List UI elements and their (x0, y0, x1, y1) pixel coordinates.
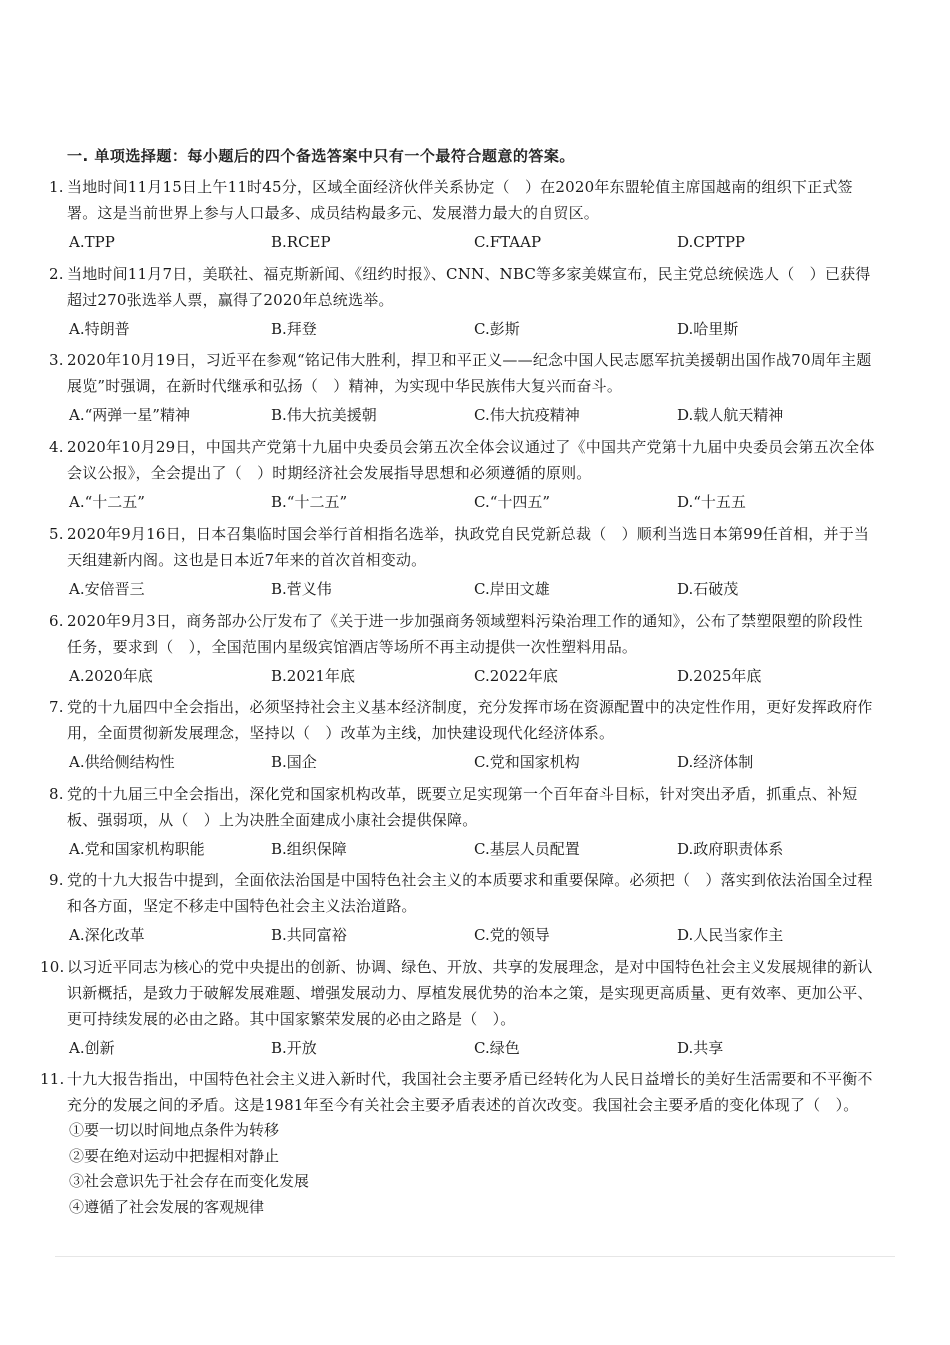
question-5 (0, 521, 950, 601)
question-4 (0, 434, 950, 514)
option-c[interactable]: C.岸田文雄 (474, 580, 550, 598)
option-c[interactable]: C.党和国家机构 (474, 753, 580, 771)
question-number: 2. (49, 265, 64, 283)
option-b[interactable]: B.RCEP (271, 233, 331, 251)
option-c[interactable]: C.基层人员配置 (474, 840, 580, 858)
option-c[interactable]: C.FTAAP (474, 233, 542, 251)
question-11 (0, 1066, 950, 1220)
option-a[interactable]: A.创新 (69, 1039, 115, 1057)
question-text: 党的十九届三中全会指出，深化党和国家机构改革，既要立足实现第一个百年奋斗目标，针对突出矛盾，抓重点、补短板、强弱项，从（ ）上为决胜全面建成小康社会提供保障。 (67, 785, 858, 829)
question-3 (0, 347, 950, 427)
question-number: 8. (49, 785, 64, 803)
question-number: 6. (49, 612, 64, 630)
question-number: 3. (49, 351, 64, 369)
option-d[interactable]: D.“十五五 (677, 493, 746, 511)
options-row (0, 577, 950, 601)
option-b[interactable]: B.共同富裕 (271, 926, 347, 944)
question-number: 10. (40, 958, 65, 976)
question-2 (0, 261, 950, 341)
option-b[interactable]: B.拜登 (271, 320, 317, 338)
question-8 (0, 781, 950, 861)
option-b[interactable]: B.“十二五” (271, 493, 348, 511)
question-10 (0, 954, 950, 1060)
options-row (0, 230, 950, 254)
option-c[interactable]: C.绿色 (474, 1039, 520, 1057)
option-d[interactable]: D.载人航天精神 (677, 406, 784, 424)
question-text: 党的十九届四中全会指出，必须坚持社会主义基本经济制度，充分发挥市场在资源配置中的决定性作用，更好发挥政府作用，全面贯彻新发展理念，坚持以（ ）改革为主线，加快建设现代化经济体系。 (67, 698, 873, 742)
option-c[interactable]: C.2022年底 (474, 667, 558, 685)
option-b[interactable]: B.伟大抗美援朝 (271, 406, 377, 424)
option-c[interactable]: C.彭斯 (474, 320, 520, 338)
question-9 (0, 867, 950, 947)
option-a[interactable]: A.“十二五” (69, 493, 145, 511)
question-number: 11. (40, 1070, 65, 1088)
options-row (0, 403, 950, 427)
option-d[interactable]: D.2025年底 (677, 667, 762, 685)
question-6 (0, 608, 950, 688)
option-d[interactable]: D.哈里斯 (677, 320, 739, 338)
question-text: 当地时间11月15日上午11时45分，区域全面经济伙伴关系协定（ ）在2020年东盟轮值主席国越南的组织下正式签署。这是当前世界上参与人口最多、成员结构最多元、发展潜力最大的自贸区。 (67, 178, 853, 222)
options-row (0, 490, 950, 514)
option-b[interactable]: B.开放 (271, 1039, 317, 1057)
option-a[interactable]: A.供给侧结构性 (69, 753, 175, 771)
statement-3: ③社会意识先于社会存在而变化发展 (69, 1172, 310, 1190)
option-b[interactable]: B.菅义伟 (271, 580, 332, 598)
option-a[interactable]: A.“两弹一星”精神 (69, 406, 190, 424)
option-d[interactable]: D.人民当家作主 (677, 926, 784, 944)
section-title: 一. 单项选择题：每小题后的四个备选答案中只有一个最符合题意的答案。 (67, 147, 575, 165)
options-row (0, 750, 950, 774)
question-number: 5. (49, 525, 64, 543)
question-text: 2020年9月16日，日本召集临时国会举行首相指名选举，执政党自民党新总裁（ ）顺利当选日本第99任首相，并于当天组建新内阁。这也是日本近7年来的首次首相变动。 (67, 525, 870, 569)
statement-4: ④遵循了社会发展的客观规律 (69, 1197, 265, 1216)
statement-2: ②要在绝对运动中把握相对静止 (69, 1146, 280, 1165)
option-a[interactable]: A.TPP (69, 233, 115, 251)
option-d[interactable]: D.政府职责体系 (677, 840, 784, 858)
option-a[interactable]: A.党和国家机构职能 (69, 840, 205, 858)
question-number: 9. (49, 871, 64, 889)
option-d[interactable]: D.CPTPP (677, 233, 746, 251)
options-row (0, 664, 950, 688)
option-c[interactable]: C.“十四五” (474, 493, 551, 511)
option-c[interactable]: C.伟大抗疫精神 (474, 406, 580, 424)
question-number: 7. (49, 698, 64, 716)
question-text: 以习近平同志为核心的党中央提出的创新、协调、绿色、开放、共享的发展理念，是对中国特色社会主义发展规律的新认识新概括，是致力于破解发展难题、增强发展动力、厚植发展优势的治本之策，是实现更高质量、更有效率、更加公平、更可持续发展的必由之路。其中国家繁荣发展的必由之路是（ ）。 (67, 958, 873, 1028)
question-1 (0, 174, 950, 254)
option-b[interactable]: B.2021年底 (271, 667, 355, 685)
options-row (0, 317, 950, 341)
options-row (0, 923, 950, 947)
options-row (0, 837, 950, 861)
question-text: 当地时间11月7日，美联社、福克斯新闻、《纽约时报》、CNN、NBC等多家美媒宣布，民主党总统候选人（ ）已获得超过270张选举人票，赢得了2020年总统选举。 (67, 265, 871, 309)
option-d[interactable]: D.石破茂 (677, 580, 739, 598)
question-7 (0, 694, 950, 774)
question-number: 1. (49, 178, 64, 196)
page-divider (55, 1256, 895, 1257)
question-text: 2020年10月19日，习近平在参观“铭记伟大胜利，捍卫和平正义——纪念中国人民志愿军抗美援朝出国作战70周年主题展览”时强调，在新时代继承和弘扬（ ）精神，为实现中华民族伟大复兴而奋斗。 (67, 351, 872, 395)
statement-1: ①要一切以时间地点条件为转移 (69, 1121, 280, 1139)
option-a[interactable]: A.特朗普 (69, 320, 130, 338)
question-text: 党的十九大报告中提到，全面依法治国是中国特色社会主义的本质要求和重要保障。必须把（ ）落实到依法治国全过程和各方面，坚定不移走中国特色社会主义法治道路。 (67, 871, 873, 915)
options-row (0, 1036, 950, 1060)
option-d[interactable]: D.经济体制 (677, 753, 754, 771)
option-d[interactable]: D.共享 (677, 1039, 724, 1057)
question-text: 2020年9月3日，商务部办公厅发布了《关于进一步加强商务领域塑料污染治理工作的通知》，公布了禁塑限塑的阶段性任务，要求到（ ），全国范围内星级宾馆酒店等场所不再主动提供一次性塑料用品。 (67, 612, 863, 656)
question-text: 2020年10月29日，中国共产党第十九届中央委员会第五次全体会议通过了《中国共产党第十九届中央委员会第五次全体会议公报》，全会提出了（ ）时期经济社会发展指导思想和必须遵循的原则。 (67, 438, 875, 482)
question-text: 十九大报告指出，中国特色社会主义进入新时代，我国社会主要矛盾已经转化为人民日益增长的美好生活需要和不平衡不充分的发展之间的矛盾。这是1981年至今有关社会主要矛盾表述的首次改变。我国社会主要矛盾的变化体现了（ ）。 (67, 1070, 873, 1114)
option-b[interactable]: B.国企 (271, 753, 317, 771)
option-a[interactable]: A.安倍晋三 (69, 580, 145, 598)
question-number: 4. (49, 438, 64, 456)
option-b[interactable]: B.组织保障 (271, 840, 347, 858)
option-a[interactable]: A.2020年底 (69, 667, 153, 685)
option-a[interactable]: A.深化改革 (69, 926, 145, 944)
option-c[interactable]: C.党的领导 (474, 926, 550, 944)
